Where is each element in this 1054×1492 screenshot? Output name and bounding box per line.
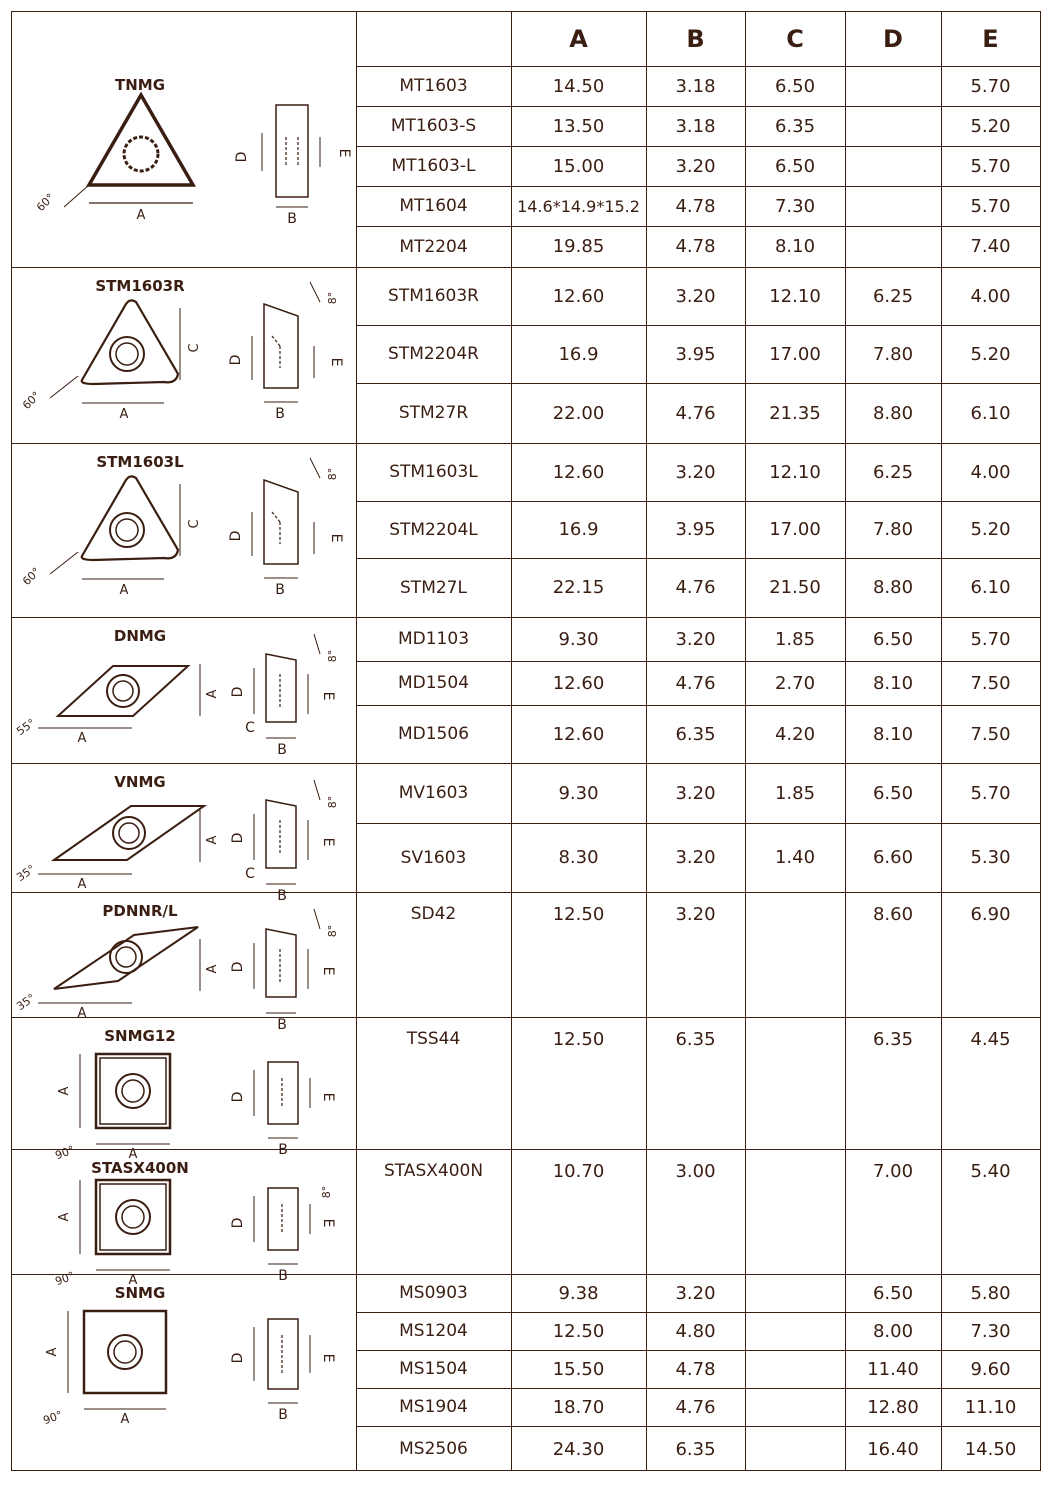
value-cell-a: 18.70 — [552, 1396, 605, 1418]
value-cell-a: 9.30 — [558, 782, 599, 804]
value-cell-e: 5.20 — [970, 519, 1011, 540]
value-cell-c: 6.35 — [774, 115, 816, 137]
value-cell-e: 5.70 — [970, 75, 1011, 97]
value-cell-a: 13.50 — [552, 115, 605, 137]
value-cell-d: 7.80 — [872, 343, 914, 365]
hole-circle — [113, 817, 145, 849]
value-cell-c — [745, 1388, 845, 1426]
value-cell-c: 21.50 — [769, 577, 821, 598]
value-cell-e: 5.20 — [970, 115, 1011, 137]
value-cell-b: 6.35 — [675, 1029, 716, 1050]
angle-label: 60° — [34, 191, 58, 215]
insert-diagram — [14, 1018, 354, 1163]
angle-label: 8° — [326, 467, 339, 481]
value-cell-a: 12.60 — [552, 461, 605, 483]
value-cell-c: 1.85 — [774, 628, 816, 650]
value-cell-c: 21.35 — [769, 402, 821, 424]
value-cell-b: 4.76 — [675, 402, 716, 424]
value-cell-c — [745, 1312, 845, 1350]
insert-type-label: SNMG12 — [104, 1027, 176, 1045]
dimension-label: A — [120, 1412, 130, 1427]
dimension-label: D — [230, 961, 246, 973]
value-cell-d: 8.80 — [872, 402, 914, 424]
value-cell-e: 5.70 — [970, 155, 1011, 177]
value-cell-b: 3.20 — [675, 461, 716, 483]
dimension-label: B — [275, 406, 285, 422]
value-cell-c — [745, 1274, 845, 1312]
dimension-label: A — [57, 1212, 72, 1222]
value-cell-c: 6.50 — [774, 75, 816, 97]
value-cell-b: 3.95 — [675, 519, 716, 540]
value-cell-a: 14.6*14.9*15.2 — [517, 196, 640, 216]
value-cell-a: 12.50 — [552, 1320, 605, 1342]
angle-label: 8° — [320, 1185, 333, 1199]
model-cell: STM2204L — [389, 519, 478, 540]
value-cell-b: 6.35 — [675, 723, 716, 745]
value-cell-b: 3.20 — [675, 155, 716, 177]
value-cell-e: 4.00 — [970, 461, 1011, 483]
value-cell-b: 3.18 — [675, 115, 716, 137]
model-cell: MD1504 — [397, 673, 470, 693]
dimension-label: D — [234, 151, 250, 163]
hole-circle — [108, 1335, 142, 1369]
side-view — [268, 1062, 298, 1124]
value-cell-a: 14.50 — [552, 75, 605, 97]
value-cell-d — [845, 146, 941, 186]
value-cell-c: 1.40 — [774, 847, 816, 868]
hole-circle — [110, 337, 144, 371]
model-cell: MS0903 — [399, 1283, 468, 1303]
dimension-label: A — [45, 1347, 60, 1357]
value-cell-d: 7.80 — [872, 519, 914, 540]
value-cell-b: 6.35 — [675, 1438, 716, 1460]
hole-circle — [124, 137, 158, 171]
model-cell: MT1603-S — [390, 116, 477, 136]
value-cell-a: 22.00 — [552, 402, 605, 424]
header-c: C — [786, 25, 804, 53]
angle-label: 8° — [326, 291, 339, 305]
value-cell-d: 8.10 — [872, 723, 914, 745]
insert-diagram — [14, 444, 354, 616]
side-view — [276, 105, 308, 197]
insert-diagram — [14, 67, 354, 266]
insert-outline — [54, 806, 204, 860]
value-cell-c: 12.10 — [769, 285, 821, 307]
value-cell-a: 16.9 — [558, 343, 599, 365]
dimension-label: D — [230, 1217, 246, 1229]
dimension-label: A — [205, 835, 220, 845]
model-cell: STM27L — [400, 577, 467, 598]
value-cell-c — [745, 1426, 845, 1472]
dimension-label: B — [277, 742, 287, 758]
value-cell-c: 6.50 — [774, 155, 816, 177]
value-cell-b: 3.95 — [675, 343, 716, 365]
insert-type-label: DNMG — [113, 627, 167, 645]
header-a: A — [569, 25, 588, 53]
value-cell-b: 4.76 — [675, 672, 716, 694]
insert-outline — [54, 927, 198, 989]
side-view — [264, 480, 298, 564]
dimension-label: D — [230, 1352, 246, 1364]
dimension-label: B — [277, 888, 287, 904]
value-cell-d — [845, 226, 941, 267]
header-d: D — [883, 25, 903, 53]
value-cell-a: 12.50 — [552, 904, 605, 925]
dimension-label: B — [278, 1268, 288, 1284]
value-cell-a: 22.15 — [552, 577, 605, 598]
dimension-label: D — [230, 1091, 246, 1103]
insert-outline — [84, 1311, 166, 1393]
value-cell-a: 12.60 — [552, 285, 605, 307]
dimension-label: B — [278, 1407, 288, 1423]
dimension-label: B — [278, 1142, 288, 1158]
model-cell: MS2506 — [399, 1439, 468, 1459]
angle-label: 35° — [14, 862, 38, 885]
value-cell-e: 5.40 — [970, 1161, 1011, 1182]
model-cell: MT1603-L — [391, 156, 476, 176]
dimension-label: E — [328, 357, 344, 367]
value-cell-e: 4.45 — [970, 1029, 1011, 1050]
value-cell-a: 24.30 — [552, 1438, 605, 1460]
value-cell-e: 7.50 — [970, 672, 1011, 694]
insert-type-label: VNMG — [114, 773, 166, 791]
model-cell: MT1603 — [399, 76, 468, 96]
side-view — [266, 929, 296, 997]
value-cell-e: 11.10 — [964, 1396, 1017, 1418]
dimension-label: E — [320, 1353, 336, 1363]
dimension-label: A — [119, 583, 129, 598]
dimension-label: C — [187, 519, 202, 529]
value-cell-d: 6.50 — [872, 1282, 914, 1304]
dimension-label: E — [320, 1092, 336, 1102]
model-cell: STM1603R — [388, 286, 479, 306]
dimension-label: A — [128, 1273, 138, 1288]
value-cell-d: 6.50 — [872, 782, 914, 804]
value-cell-b: 3.20 — [675, 1282, 716, 1304]
value-cell-d: 16.40 — [867, 1438, 919, 1460]
insert-diagram — [14, 618, 354, 762]
value-cell-d: 6.60 — [872, 847, 914, 868]
insert-outline — [96, 1054, 170, 1128]
value-cell-d: 8.10 — [872, 672, 914, 694]
value-cell-c: 17.00 — [769, 343, 821, 365]
value-cell-d: 11.40 — [867, 1358, 919, 1380]
angle-label: 8° — [326, 924, 339, 938]
dimension-label: A — [205, 689, 220, 699]
value-cell-c: 2.70 — [774, 672, 816, 694]
spec-table — [11, 11, 1041, 1471]
hole-circle — [110, 941, 142, 973]
value-cell-c: 8.10 — [774, 236, 816, 257]
side-view — [268, 1188, 298, 1250]
value-cell-e: 4.00 — [970, 285, 1011, 307]
model-cell: MS1504 — [399, 1359, 468, 1379]
value-cell-a: 15.50 — [552, 1358, 605, 1380]
dimension-label: C — [187, 343, 202, 353]
value-cell-a: 12.50 — [552, 1029, 605, 1050]
value-cell-e: 7.30 — [970, 1320, 1011, 1342]
value-cell-b: 3.18 — [675, 75, 716, 97]
value-cell-e: 5.70 — [970, 782, 1011, 804]
dimension-label: A — [205, 964, 220, 974]
value-cell-d: 12.80 — [867, 1396, 919, 1418]
dimension-label: C — [245, 866, 255, 882]
dimension-label: E — [320, 837, 336, 847]
value-cell-b: 4.78 — [675, 236, 716, 257]
model-cell: STM1603L — [389, 462, 478, 482]
value-cell-b: 3.00 — [675, 1161, 716, 1182]
value-cell-d — [845, 106, 941, 146]
value-cell-e: 5.80 — [970, 1282, 1011, 1304]
dimension-label: D — [230, 832, 246, 844]
angle-label: 35° — [14, 991, 38, 1014]
side-view — [268, 1319, 298, 1389]
angle-label: 60° — [20, 565, 44, 589]
value-cell-e: 6.90 — [970, 904, 1011, 925]
dimension-label: B — [277, 1017, 287, 1033]
side-view — [266, 654, 296, 722]
model-cell: STM27R — [398, 403, 469, 423]
value-cell-a: 10.70 — [552, 1161, 605, 1182]
model-cell: MV1603 — [398, 783, 469, 803]
value-cell-b: 3.20 — [675, 847, 716, 868]
value-cell-c: 4.20 — [774, 723, 816, 745]
model-cell: MT1604 — [399, 196, 468, 216]
insert-type-label: STASX400N — [91, 1159, 189, 1177]
model-cell: STM2204R — [388, 344, 479, 364]
insert-diagram — [14, 764, 354, 904]
value-cell-b: 3.20 — [675, 285, 716, 307]
value-cell-a: 9.30 — [558, 628, 599, 650]
value-cell-d: 8.00 — [872, 1320, 914, 1342]
side-view — [264, 304, 298, 388]
dimension-label: E — [336, 148, 352, 158]
value-cell-e: 5.30 — [970, 847, 1011, 868]
dimension-label: A — [77, 877, 87, 892]
value-cell-c: 1.85 — [774, 782, 816, 804]
value-cell-d: 6.25 — [872, 461, 914, 483]
value-cell-d: 6.35 — [872, 1029, 914, 1050]
value-cell-b: 4.80 — [675, 1320, 716, 1342]
angle-line — [64, 185, 89, 207]
model-cell: MS1904 — [399, 1397, 468, 1417]
insert-type-label: SNMG — [114, 1284, 166, 1302]
model-cell: STASX400N — [383, 1161, 484, 1181]
value-cell-e: 14.50 — [964, 1438, 1017, 1460]
model-cell: MD1103 — [397, 629, 470, 649]
angle-label: 60° — [20, 389, 44, 413]
value-cell-a: 9.38 — [558, 1282, 599, 1304]
dimension-label: E — [320, 691, 336, 701]
value-cell-d: 8.80 — [872, 577, 914, 598]
dimension-label: D — [228, 354, 244, 366]
value-cell-b: 4.78 — [675, 1358, 716, 1380]
value-cell-d: 6.25 — [872, 285, 914, 307]
dimension-label: E — [328, 533, 344, 543]
value-cell-e: 5.20 — [970, 343, 1011, 365]
dimension-label: A — [57, 1086, 72, 1096]
angle-label: 90° — [53, 1143, 77, 1163]
value-cell-b: 4.76 — [675, 577, 716, 598]
value-cell-e: 5.70 — [970, 628, 1011, 650]
hole-circle — [110, 513, 144, 547]
dimension-label: E — [320, 1218, 336, 1228]
value-cell-b: 3.20 — [675, 628, 716, 650]
insert-diagram — [14, 1275, 354, 1471]
dimension-label: C — [245, 720, 255, 736]
dimension-label: A — [119, 407, 129, 422]
model-cell: TSS44 — [406, 1029, 461, 1049]
side-view — [266, 800, 296, 868]
value-cell-e: 7.40 — [970, 236, 1011, 257]
value-cell-d: 7.00 — [872, 1161, 914, 1182]
value-cell-e: 7.50 — [970, 723, 1011, 745]
value-cell-d: 6.50 — [872, 628, 914, 650]
dimension-label: B — [275, 582, 285, 598]
model-cell: MD1506 — [397, 724, 470, 744]
insert-type-label: PDNNR/L — [102, 902, 178, 920]
insert-diagram — [14, 893, 354, 1033]
value-cell-c: 12.10 — [769, 461, 821, 483]
dimension-label: E — [320, 966, 336, 976]
value-cell-c — [745, 1350, 845, 1388]
insert-type-label: TNMG — [114, 76, 166, 94]
angle-label: 90° — [41, 1408, 65, 1428]
angle-label: 90° — [53, 1269, 77, 1289]
hole-circle — [116, 1074, 150, 1108]
dimension-label: D — [230, 686, 246, 698]
value-cell-c — [745, 1017, 845, 1149]
value-cell-d — [845, 186, 941, 226]
header-e: E — [982, 25, 999, 53]
angle-label: 8° — [326, 649, 339, 663]
insert-outline — [58, 666, 188, 716]
header-b: B — [686, 25, 705, 53]
insert-diagram — [14, 268, 354, 442]
hole-circle — [107, 675, 139, 707]
value-cell-c: 7.30 — [774, 195, 816, 217]
value-cell-a: 8.30 — [558, 847, 599, 868]
hole-circle — [116, 1200, 150, 1234]
value-cell-c: 17.00 — [769, 519, 821, 540]
insert-outline — [96, 1180, 170, 1254]
value-cell-d: 8.60 — [872, 904, 914, 925]
value-cell-a: 16.9 — [558, 519, 599, 540]
value-cell-a: 12.60 — [552, 723, 605, 745]
model-cell: SD42 — [410, 904, 457, 924]
value-cell-e: 9.60 — [970, 1358, 1011, 1380]
dimension-label: A — [77, 1006, 87, 1021]
model-cell: MT2204 — [399, 236, 468, 257]
value-cell-b: 3.20 — [675, 782, 716, 804]
insert-type-label: STM1603L — [96, 453, 184, 471]
angle-label: 8° — [326, 795, 339, 809]
dimension-label: A — [136, 208, 146, 223]
model-cell: SV1603 — [400, 847, 467, 868]
insert-diagram — [14, 1150, 354, 1289]
value-cell-b: 4.78 — [675, 195, 716, 217]
dimension-label: B — [287, 211, 297, 227]
value-cell-a: 15.00 — [552, 155, 605, 177]
dimension-label: A — [77, 731, 87, 746]
model-cell: MS1204 — [399, 1321, 468, 1341]
value-cell-c — [745, 892, 845, 1017]
value-cell-b: 4.76 — [675, 1396, 716, 1418]
value-cell-a: 12.60 — [552, 672, 605, 694]
dimension-label: A — [128, 1147, 138, 1162]
value-cell-e: 5.70 — [970, 195, 1011, 217]
angle-label: 55° — [14, 716, 38, 739]
value-cell-a: 19.85 — [552, 236, 605, 257]
value-cell-d — [845, 66, 941, 106]
value-cell-b: 3.20 — [675, 904, 716, 925]
value-cell-e: 6.10 — [970, 577, 1011, 598]
value-cell-e: 6.10 — [970, 402, 1011, 424]
value-cell-c — [745, 1149, 845, 1274]
insert-type-label: STM1603R — [95, 277, 185, 295]
dimension-label: D — [228, 530, 244, 542]
